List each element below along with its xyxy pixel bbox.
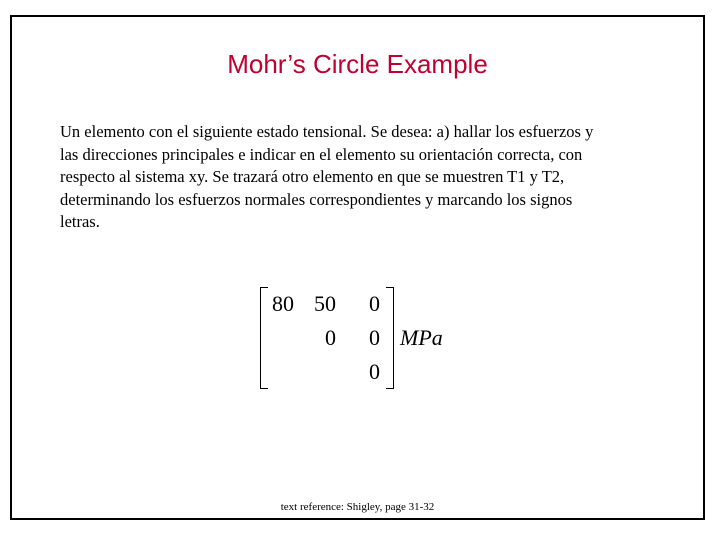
slide-title: Mohr’s Circle Example — [227, 49, 488, 79]
text-reference: text reference: Shigley, page 31-32 — [280, 501, 435, 513]
matrix-cell-r2c3: 0 — [369, 325, 380, 350]
matrix-right-bracket — [386, 287, 394, 389]
body-line: determinando los esfuerzos normales correspondientes y marcando los signos — [60, 189, 573, 209]
matrix-cell-r1c2: 50 — [314, 291, 336, 316]
body-line: Un elemento con el siguiente estado tensional. Se desea: a) hallar los esfuerzos y — [60, 122, 594, 141]
matrix-cell-r1c3: 0 — [369, 291, 380, 316]
slide-frame — [10, 15, 705, 520]
body-line: las direcciones principales e indicar en el elemento su orientación correcta, con — [60, 144, 583, 164]
body-line: letras. — [60, 212, 100, 231]
matrix-cell-r2c2: 0 — [325, 325, 336, 350]
body-line: respecto al sistema xy. Se trazará otro elemento en que se muestren T1 y T2, — [60, 167, 565, 186]
matrix-unit: MPa — [400, 325, 443, 350]
stress-matrix — [260, 287, 460, 393]
matrix-cell-r3c3: 0 — [369, 359, 380, 384]
matrix-cell-r1c1: 80 — [272, 291, 294, 316]
problem-statement — [60, 121, 680, 234]
